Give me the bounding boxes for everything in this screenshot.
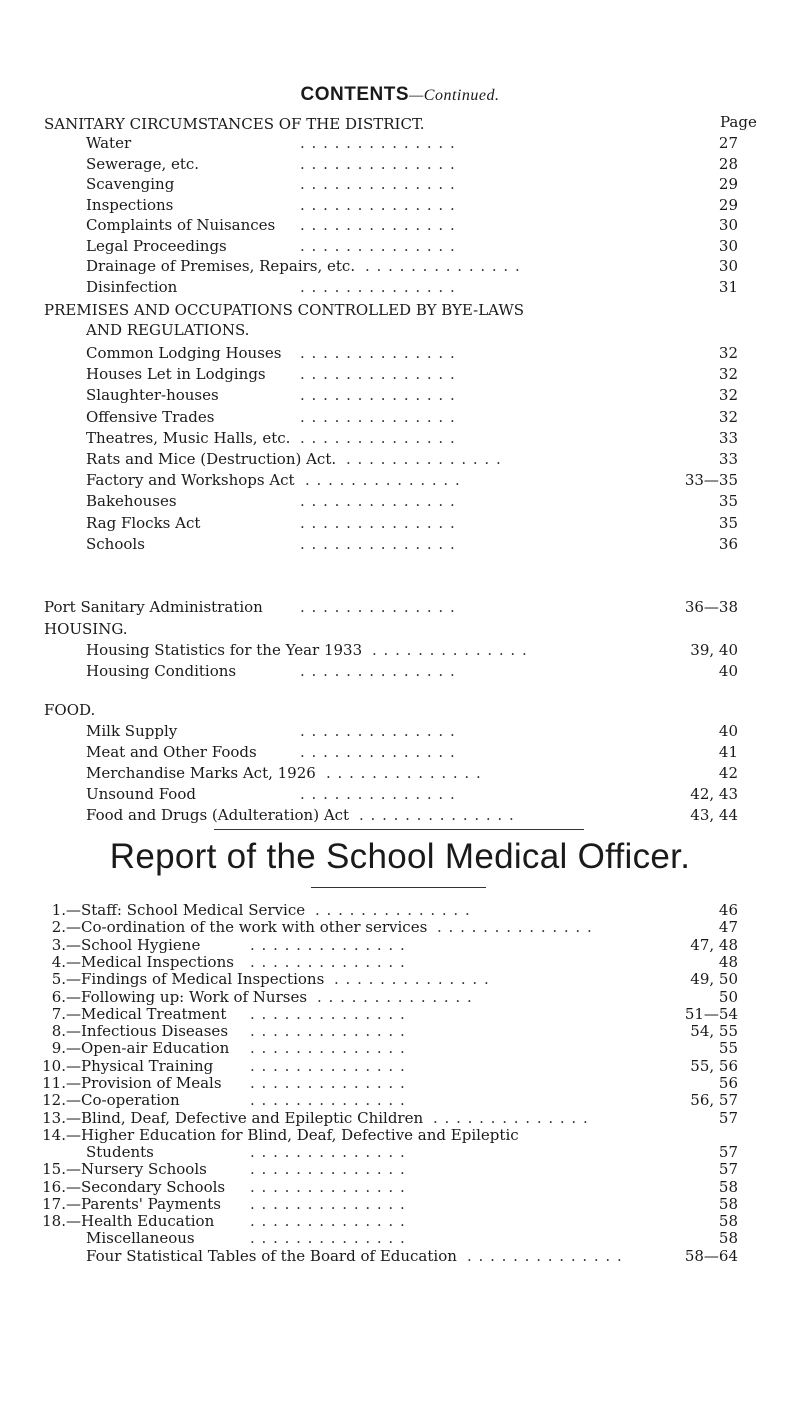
leader-dots: . . . . . . . . . . . . . . [433,1108,589,1127]
leader-dots: . . . . . . . . . . . . . . [250,1229,406,1248]
toc-item-number: 9. [51,1039,66,1058]
toc-item-label: Factory and Workshops Act [86,471,295,490]
toc-page-number: 56, 57 [690,1091,738,1110]
toc-item-label: Water [86,134,132,152]
page-title [0,84,800,106]
toc-row [0,154,800,174]
toc-page-number: 57 [718,1160,738,1179]
toc-row [0,640,800,660]
toc-page-number: 29 [718,195,738,214]
toc-page-number: 49, 50 [690,970,738,989]
toc-item-label: Schools [86,534,145,553]
toc-item-label: Four Statistical Tables of the Board of Education [86,1246,457,1265]
toc-page-number: 36—38 [684,598,738,616]
toc-page-number: 57 [718,1142,738,1161]
toc-page-number: 51—54 [684,1004,738,1023]
toc-page-number: 46 [718,901,738,919]
title-caps: CONTENTS [300,84,410,105]
leader-dots: . . . . . . . . . . . . . . [467,1246,623,1265]
leader-dots: . . . . . . . . . . . . . . [300,428,456,447]
page-column-label: Page [720,113,757,131]
toc-item-label: —Physical Training [66,1056,214,1075]
toc-row [0,491,800,511]
toc-row [0,195,800,215]
leader-dots: . . . . . . . . . . . . . . [372,641,528,659]
leader-dots: . . . . . . . . . . . . . . [300,277,456,296]
leader-dots: . . . . . . . . . . . . . . [250,1160,406,1179]
toc-item-number: 18. [42,1212,66,1231]
toc-page-number: 57 [718,1108,738,1127]
toc-page-number: 58—64 [684,1246,738,1265]
leader-dots: . . . . . . . . . . . . . . [300,513,456,532]
toc-item-label: Miscellaneous [86,1229,195,1248]
toc-row [0,597,800,617]
toc-page-number: 35 [718,492,738,511]
toc-row [0,133,800,153]
toc-item-label: Housing Statistics for the Year 1933 [86,641,363,659]
toc-item-label: —Parents' Payments [66,1194,222,1213]
toc-item-number: 17. [42,1194,66,1213]
toc-row [0,513,800,533]
toc-page-number: 36 [718,534,738,553]
toc-item-number: 6. [51,987,66,1006]
toc-page-number: 42 [718,764,738,782]
section-heading-food: FOOD. [44,701,96,719]
toc-item-label: Scavenging [86,175,175,193]
leader-dots: . . . . . . . . . . . . . . [315,901,471,919]
leader-dots: . . . . . . . . . . . . . . [300,154,456,173]
toc-item-number: 1. [51,901,66,919]
toc-item-number: 2. [51,918,66,937]
toc-item-label: Port Sanitary Administration [44,598,263,616]
toc-page-number: 35 [718,513,738,532]
toc-item-number: 8. [51,1022,66,1041]
toc-page-number: 33 [718,428,738,447]
leader-dots: . . . . . . . . . . . . . . [300,195,456,214]
toc-row [0,721,800,741]
toc-row [0,805,800,825]
toc-row [0,215,800,235]
toc-item-number: 13. [42,1108,66,1127]
toc-row [0,277,800,297]
toc-item-label: Food and Drugs (Adulteration) Act [86,806,350,824]
leader-dots: . . . . . . . . . . . . . . [250,1022,406,1041]
leader-dots: . . . . . . . . . . . . . . [300,134,456,152]
toc-row [0,174,800,194]
leader-dots: . . . . . . . . . . . . . . [300,344,456,362]
leader-dots: . . . . . . . . . . . . . . [300,175,456,193]
toc-item-number: 10. [42,1056,66,1075]
toc-item-label: Common Lodging Houses [86,344,282,362]
leader-dots: . . . . . . . . . . . . . . [346,450,502,468]
leader-dots: . . . . . . . . . . . . . . [300,365,456,384]
toc-row [0,385,800,405]
toc-page-number: 40 [718,722,738,740]
toc-page-number: 55, 56 [690,1056,738,1075]
leader-dots: . . . . . . . . . . . . . . [300,722,456,740]
toc-item-number: 3. [51,935,66,954]
section-heading-premises-line2: AND REGULATIONS. [86,321,250,339]
toc-item-label: —Co-operation [66,1091,180,1110]
leader-dots: . . . . . . . . . . . . . . [300,216,456,234]
toc-page-number: 32 [718,407,738,426]
leader-dots: . . . . . . . . . . . . . . [300,407,456,426]
leader-dots: . . . . . . . . . . . . . . [250,1142,406,1161]
leader-dots: . . . . . . . . . . . . . . [300,492,456,511]
toc-item-label: —Medical Inspections [66,952,234,971]
toc-item-label: —Findings of Medical Inspections [66,970,325,989]
leader-dots: . . . . . . . . . . . . . . [437,918,593,937]
toc-row [0,343,800,363]
toc-page-number: 30 [718,216,738,234]
toc-item-label: Slaughter-houses [86,386,219,405]
toc-row [0,470,800,490]
toc-item-label: Disinfection [86,277,178,296]
toc-item-label: —School Hygiene [66,935,201,954]
toc-row [0,534,800,554]
toc-item-number: 4. [51,952,66,971]
leader-dots: . . . . . . . . . . . . . . [250,1177,406,1196]
toc-page-number: 39, 40 [690,641,738,659]
toc-page-number: 58 [718,1194,738,1213]
section-heading-sanitary: SANITARY CIRCUMSTANCES OF THE DISTRICT. [44,115,425,133]
toc-page-number: 42, 43 [690,785,738,803]
toc-item-label: Theatres, Music Halls, etc. [86,428,291,447]
toc-item-number: 12. [42,1091,66,1110]
toc-item-label: Offensive Trades [86,407,215,426]
toc-item-label: Sewerage, etc. [86,154,200,173]
toc-item-label: —Open-air Education [66,1039,230,1058]
toc-page-number: 47 [718,918,738,937]
toc-item-number: 7. [51,1004,66,1023]
toc-item-number: 11. [42,1074,66,1092]
leader-dots: . . . . . . . . . . . . . . [300,662,456,680]
leader-dots: . . . . . . . . . . . . . . [250,1004,406,1023]
toc-item-label: Milk Supply [86,722,178,740]
toc-page-number: 33—35 [684,471,738,490]
toc-item-label: Housing Conditions [86,662,237,680]
toc-item-label: —Infectious Diseases [66,1022,229,1041]
leader-dots: . . . . . . . . . . . . . . [250,1091,406,1110]
toc-item-label: Inspections [86,195,174,214]
toc-row [0,763,800,783]
toc-item-label: Unsound Food [86,785,196,803]
toc-item-label: —Medical Treatment [66,1004,227,1023]
toc-item-number: 5. [51,970,66,989]
leader-dots: . . . . . . . . . . . . . . [317,987,473,1006]
toc-page-number: 55 [718,1039,738,1058]
toc-page-number: 32 [718,344,738,362]
leader-dots: . . . . . . . . . . . . . . [334,970,490,989]
leader-dots: . . . . . . . . . . . . . . [250,1074,406,1092]
toc-row [0,742,800,762]
toc-row [0,256,800,276]
toc-item-label: —Higher Education for Blind, Deaf, Defective and Epileptic [66,1125,519,1144]
toc-page-number: 47, 48 [690,935,738,954]
toc-item-label: Merchandise Marks Act, 1926 [86,764,316,782]
toc-page-number: 30 [718,236,738,255]
toc-page-number: 27 [718,134,738,152]
toc-item-label: Houses Let in Lodgings [86,365,266,384]
toc-item-label: Rag Flocks Act [86,513,201,532]
leader-dots: . . . . . . . . . . . . . . [250,935,406,954]
leader-dots: . . . . . . . . . . . . . . [300,534,456,553]
leader-dots: . . . . . . . . . . . . . . [365,257,521,275]
toc-page-number: 58 [718,1229,738,1248]
report-title: Report of the School Medical Officer. [109,837,691,876]
title-continued: —Continued. [409,87,500,104]
leader-dots: . . . . . . . . . . . . . . [359,806,515,824]
toc-page-number: 32 [718,386,738,405]
toc-page-number: 40 [718,662,738,680]
toc-page-number: 43, 44 [690,806,738,824]
toc-row [0,236,800,256]
toc-page-number: 50 [718,987,738,1006]
toc-item-number: 16. [42,1177,66,1196]
toc-page-number: 31 [718,277,738,296]
toc-item-label: —Co-ordination of the work with other services [66,918,428,937]
toc-item-label: Rats and Mice (Destruction) Act. [86,450,337,468]
toc-item-label: —Secondary Schools [66,1177,226,1196]
toc-item-label: —Following up: Work of Nurses [66,987,308,1006]
toc-row [0,407,800,427]
divider-top [214,829,584,830]
toc-item-label: —Health Education [66,1212,215,1231]
leader-dots: . . . . . . . . . . . . . . [300,386,456,405]
toc-item-number: 15. [42,1160,66,1179]
toc-item-label: Drainage of Premises, Repairs, etc. [86,257,356,275]
toc-item-label: —Blind, Deaf, Defective and Epileptic Children [66,1108,424,1127]
toc-row [0,784,800,804]
toc-item-label: —Nursery Schools [66,1160,207,1179]
leader-dots: . . . . . . . . . . . . . . [305,471,461,490]
leader-dots: . . . . . . . . . . . . . . [300,785,456,803]
toc-item-label: —Staff: School Medical Service [66,901,306,919]
toc-page-number: 48 [718,952,738,971]
leader-dots: . . . . . . . . . . . . . . [250,952,406,971]
toc-page-number: 58 [718,1212,738,1231]
toc-row [0,661,800,681]
toc-item-label: Bakehouses [86,492,177,511]
section-heading-premises: PREMISES AND OCCUPATIONS CONTROLLED BY BYE-LAWS [44,301,525,319]
leader-dots: . . . . . . . . . . . . . . [326,764,482,782]
toc-row [0,1246,800,1266]
toc-row [0,364,800,384]
toc-page-number: 28 [718,154,738,173]
toc-page-number: 58 [718,1177,738,1196]
toc-page-number: 54, 55 [690,1022,738,1041]
leader-dots: . . . . . . . . . . . . . . [250,1039,406,1058]
leader-dots: . . . . . . . . . . . . . . [300,598,456,616]
leader-dots: . . . . . . . . . . . . . . [250,1056,406,1075]
toc-item-label: Meat and Other Foods [86,743,257,761]
leader-dots: . . . . . . . . . . . . . . [300,743,456,761]
leader-dots: . . . . . . . . . . . . . . [250,1212,406,1231]
toc-page-number: 41 [718,743,738,761]
toc-item-label: Legal Proceedings [86,236,227,255]
section-heading-housing: HOUSING. [44,620,128,638]
toc-row [0,449,800,469]
divider-bottom [311,887,486,888]
toc-item-label: —Provision of Meals [66,1074,222,1092]
leader-dots: . . . . . . . . . . . . . . [300,236,456,255]
toc-item-label: Students [86,1142,154,1161]
toc-page-number: 32 [718,365,738,384]
toc-item-label: Complaints of Nuisances [86,216,276,234]
toc-page-number: 30 [718,257,738,275]
toc-item-number: 14. [42,1125,66,1144]
toc-page-number: 33 [718,450,738,468]
toc-page-number: 29 [718,175,738,193]
leader-dots: . . . . . . . . . . . . . . [250,1194,406,1213]
toc-row [0,428,800,448]
toc-page-number: 56 [718,1074,738,1092]
